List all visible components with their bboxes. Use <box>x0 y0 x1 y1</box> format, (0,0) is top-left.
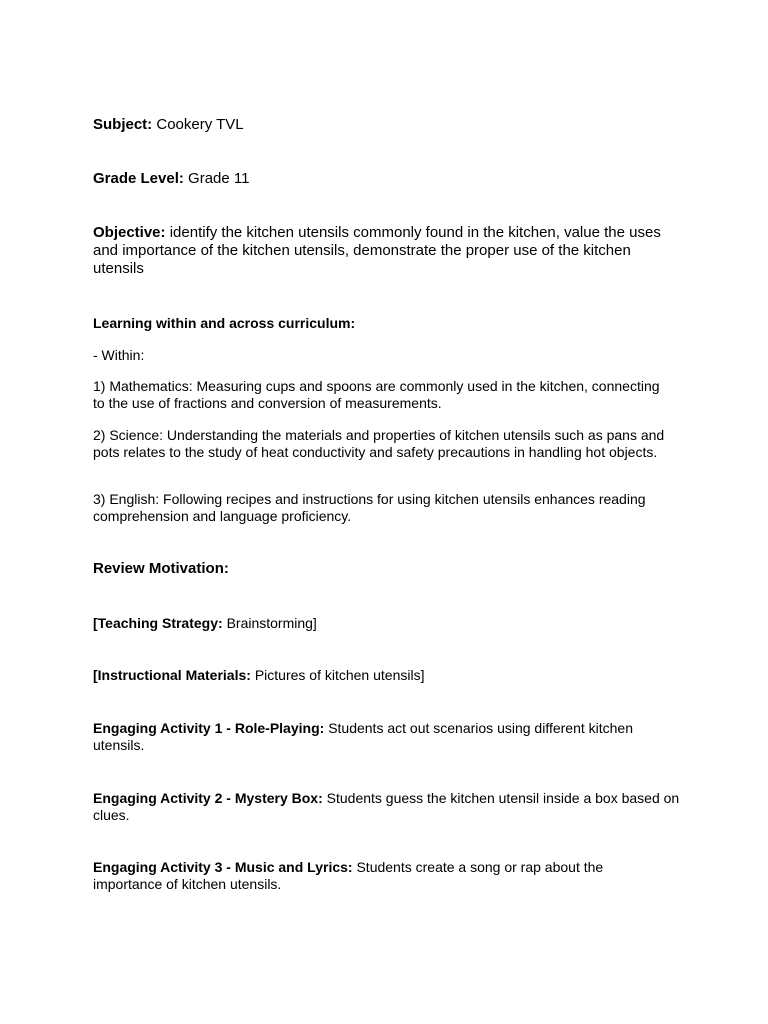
subject-value: Cookery TVL <box>156 116 244 133</box>
review-motivation-text: Review Motivation: <box>93 560 229 577</box>
objective-value: identify the kitchen utensils commonly found in the kitchen, value the uses and importance of the kitchen utensils, demonstrate the proper use of the kitchen utensils <box>93 224 661 277</box>
activity-3 <box>93 859 668 892</box>
instructional-materials-value: Pictures of kitchen utensils] <box>254 667 425 683</box>
learning-item-science: 2) Science: Understanding the materials and properties of kitchen utensils such as pans and pots relates to the study of heat conductivity and safety precautions in handling hot objects. <box>93 427 665 460</box>
instructional-materials-line <box>93 667 693 684</box>
activity-2-label: Engaging Activity 2 - Mystery Box: <box>93 790 323 806</box>
activity-2-text: Students guess the kitchen utensil inside a box based on clues. <box>93 790 680 823</box>
learning-item-english: 3) English: Following recipes and instructions for using kitchen utensils enhances reading comprehension and language proficiency. <box>93 491 646 524</box>
grade-level-label: Grade Level: <box>93 170 184 187</box>
activity-3-text: Students create a song or rap about the importance of kitchen utensils. <box>93 859 604 892</box>
grade-level-line <box>93 170 693 188</box>
review-motivation-heading <box>93 560 693 578</box>
instructional-materials-label: Instructional Materials: <box>97 667 251 683</box>
activity-2 <box>93 790 683 823</box>
learning-heading <box>93 315 693 332</box>
subject-line <box>93 116 693 134</box>
objective-paragraph <box>93 224 678 278</box>
teaching-strategy-label: Teaching Strategy: <box>97 615 223 631</box>
learning-heading-text: Learning within and across curriculum: <box>93 315 356 331</box>
instructional-materials-bracket: [ <box>93 667 98 683</box>
teaching-strategy-bracket: [ <box>93 615 98 631</box>
teaching-strategy-value: Brainstorming] <box>226 615 317 631</box>
activity-1 <box>93 720 653 753</box>
activity-1-label: Engaging Activity 1 - Role-Playing: <box>93 720 325 736</box>
objective-label: Objective: <box>93 224 166 241</box>
learning-item-mathematics: 1) Mathematics: Measuring cups and spoons are commonly used in the kitchen, connecting to the use of fractions and conversion of measurements. <box>93 378 660 411</box>
teaching-strategy-line <box>93 615 693 632</box>
grade-level-value: Grade 11 <box>188 170 250 187</box>
activity-1-text: Students act out scenarios using different kitchen utensils. <box>93 720 634 753</box>
activity-3-label: Engaging Activity 3 - Music and Lyrics: <box>93 859 353 875</box>
subject-label: Subject: <box>93 116 153 133</box>
learning-within: - Within: <box>93 347 145 363</box>
